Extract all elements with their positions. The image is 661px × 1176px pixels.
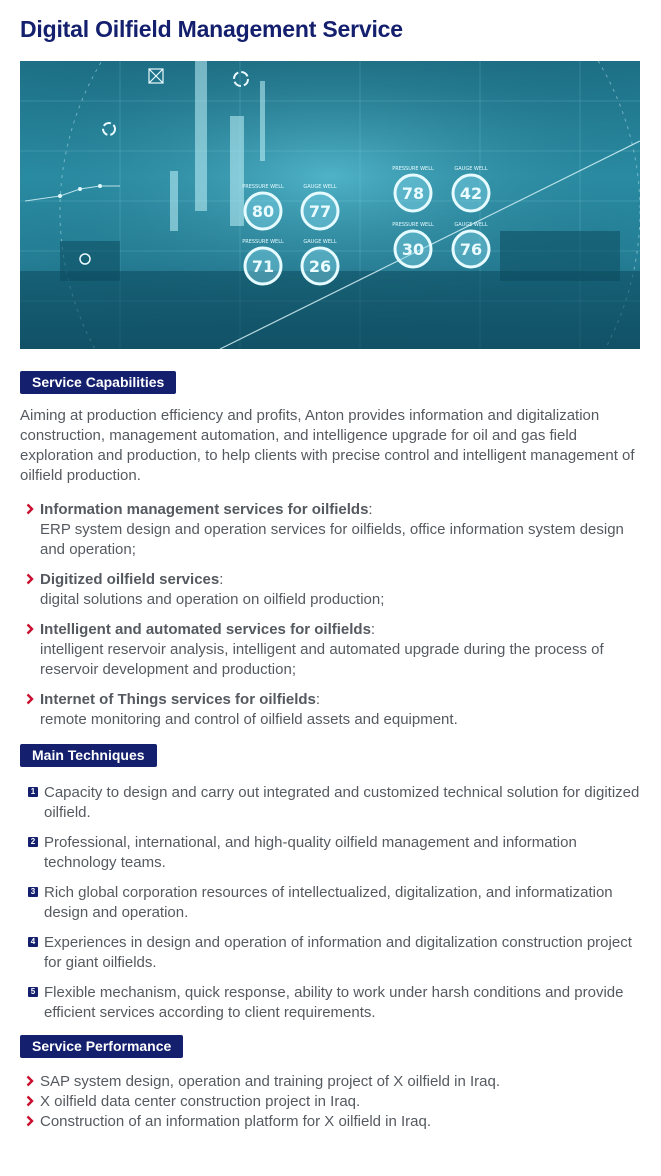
gauge-value: 30 [401,240,425,259]
gauge-value: 77 [308,202,332,221]
capability-title: Internet of Things services for oilfields [40,691,316,708]
technique-text: Capacity to design and carry out integrated and customized technical solution for digitized oilfield. [44,784,640,821]
hero-image [20,61,640,349]
hero-illustration [20,61,640,349]
chevron-right-icon [26,623,34,635]
capability-title: Intelligent and automated services for oilfields [40,621,371,638]
chevron-right-icon [26,693,34,705]
capability-description: remote monitoring and control of oilfield assets and equipment. [40,711,458,728]
page-title: Digital Oilfield Management Service [20,16,403,42]
capability-item: Digitized oilfield services: digital solutions and operation on oilfield production; [20,570,641,610]
techniques-list [20,783,641,1023]
gauge-value: 80 [251,202,275,221]
performance-text: X oilfield data center construction project in Iraq. [40,1093,361,1110]
number-badge-icon: 3 [28,887,38,897]
technique-item [20,883,641,923]
capability-title: Digitized oilfield services [40,571,220,588]
gauge-label: PRESSURE WELL [242,184,284,190]
gauge-value: 71 [251,257,275,276]
technique-text: Experiences in design and operation of information and digitalization construction project for giant oilfields. [44,934,632,971]
technique-text: Professional, international, and high-quality oilfield management and information technology teams. [44,834,577,871]
capabilities-list [20,500,641,730]
technique-item [20,783,641,823]
number-badge-icon: 2 [28,837,38,847]
capability-item: Intelligent and automated services for oilfields: intelligent reservoir analysis, intelligent and automated upgrade during the process of reservoir development and production; [20,620,641,680]
capability-description: intelligent reservoir analysis, intelligent and automated upgrade during the process of reservoir development and production; [40,641,604,678]
capability-description: digital solutions and operation on oilfield production; [40,591,385,608]
gauge-value: 42 [459,184,483,203]
gauge-label: GAUGE WELL [303,184,337,190]
technique-item [20,983,641,1023]
gauge-label: PRESSURE WELL [242,239,284,245]
technique-text: Rich global corporation resources of intellectualized, digitalization, and informatization design and operation. [44,884,613,921]
gauge-label: GAUGE WELL [303,239,337,245]
performance-text: SAP system design, operation and training project of X oilfield in Iraq. [40,1073,500,1090]
chevron-right-icon [26,573,34,585]
performance-item [20,1072,641,1092]
technique-item [20,933,641,973]
number-badge-icon: 4 [28,937,38,947]
gauge-value: 26 [308,257,332,276]
chevron-right-icon [26,1095,34,1107]
service-capabilities-section [20,371,641,730]
chevron-right-icon [26,1075,34,1087]
service-capabilities-badge: Service Capabilities [20,371,176,394]
capability-item: Internet of Things services for oilfields: remote monitoring and control of oilfield assets and equipment. [20,690,641,730]
gauge-label: GAUGE WELL [454,166,488,172]
service-performance-badge: Service Performance [20,1035,183,1058]
number-badge-icon: 5 [28,987,38,997]
main-techniques-badge: Main Techniques [20,744,157,767]
gauge-label: PRESSURE WELL [392,166,434,172]
number-badge-icon: 1 [28,787,38,797]
capability-title: Information management services for oilfields [40,501,369,518]
performance-item [20,1092,641,1112]
service-capabilities-intro: Aiming at production efficiency and profits, Anton provides information and digitalization construction, management automation, and intelligence upgrade for oil and gas field exploration and production, to help clients with precise control and intelligent management of oilfield production. [20,407,635,484]
main-techniques-section [20,744,641,1023]
service-performance-section [20,1035,641,1132]
capability-item: Information management services for oilfields: ERP system design and operation services for oilfields, office information system design and operation; [20,500,641,560]
gauge-label: GAUGE WELL [454,222,488,228]
gauge-label: PRESSURE WELL [392,222,434,228]
capability-description: ERP system design and operation services for oilfields, office information system design and operation; [40,521,624,558]
chevron-right-icon [26,503,34,515]
chevron-right-icon [26,1115,34,1127]
gauge-value: 78 [401,184,425,203]
performance-text: Construction of an information platform for X oilfield in Iraq. [40,1113,432,1130]
performance-list [20,1072,641,1132]
performance-item [20,1112,641,1132]
technique-item [20,833,641,873]
gauge-value: 76 [459,240,483,259]
technique-text: Flexible mechanism, quick response, ability to work under harsh conditions and provide efficient services according to client requirements. [44,984,624,1021]
